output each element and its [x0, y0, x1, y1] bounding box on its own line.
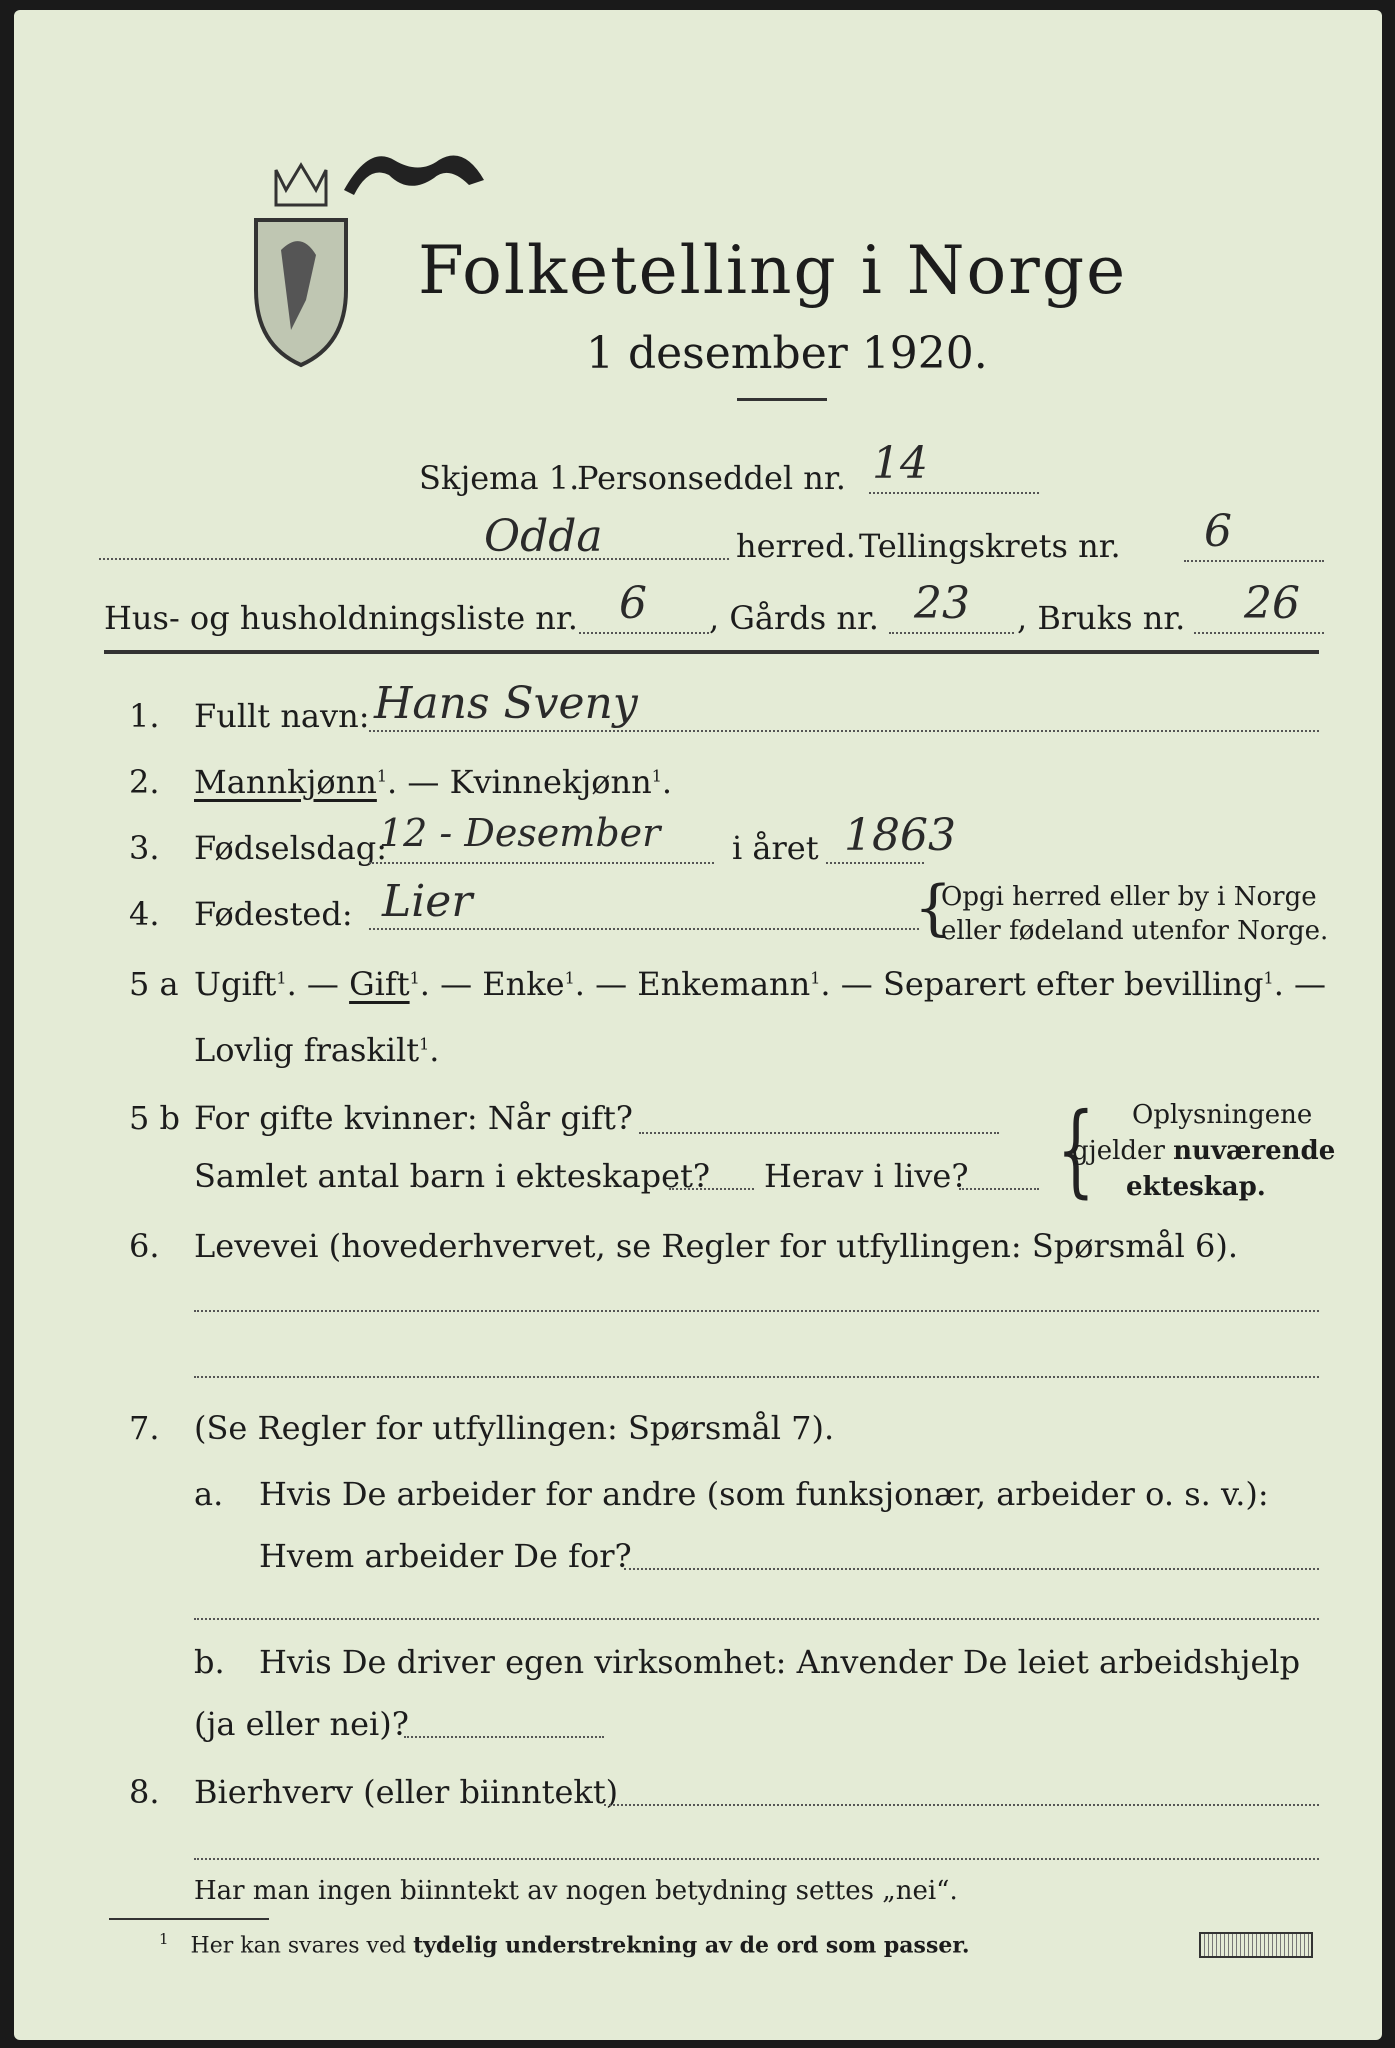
- bruks-value: 26: [1244, 578, 1300, 629]
- bruks-line: [1194, 632, 1324, 634]
- q5a-number: 5 a: [129, 965, 179, 1003]
- hired-help-line: [404, 1736, 604, 1738]
- printer-stamp: [1199, 1932, 1313, 1958]
- marital-ugift: Ugift: [194, 965, 277, 1003]
- q5b-brace: {: [1056, 1091, 1095, 1208]
- marital-fraskilt-line: Lovlig fraskilt$^1$.: [194, 1031, 440, 1069]
- employer-line-1: [624, 1568, 1319, 1570]
- marital-enke: Enke: [482, 965, 565, 1003]
- tellingskrets-label: Tellingskrets nr.: [859, 527, 1121, 565]
- gards-label: , Gårds nr.: [709, 599, 879, 637]
- bruks-label: , Bruks nr.: [1017, 599, 1186, 637]
- sex-female: Kvinnekjønn: [449, 763, 652, 801]
- full-name-line: [369, 730, 1319, 732]
- year-label: i året: [732, 829, 819, 867]
- side-income-line-1: [604, 1804, 1319, 1806]
- personseddel-label: Personseddel nr.: [577, 459, 846, 497]
- q5b-label-2: Samlet antal barn i ekteskapet?: [194, 1157, 711, 1195]
- q7b-number: b.: [194, 1643, 225, 1681]
- herred-line: [99, 558, 729, 560]
- birthday-line: [369, 862, 714, 864]
- marital-gift: Gift: [349, 965, 410, 1003]
- personseddel-line: [869, 492, 1039, 494]
- tellingskrets-value: 6: [1204, 506, 1232, 557]
- gards-line: [889, 632, 1014, 634]
- occupation-line-1: [194, 1310, 1319, 1312]
- q1-number: 1.: [129, 697, 160, 735]
- title-rule: [737, 398, 827, 401]
- q4-note-1: Opgi herred eller by i Norge: [941, 882, 1317, 912]
- hus-line: [579, 632, 709, 634]
- sex-sep: —: [397, 763, 450, 801]
- q4-brace: {: [914, 873, 953, 943]
- gards-value: 23: [914, 578, 970, 629]
- q7a-text: Hvis De arbeider for andre (som funksjonær, arbeider o. s. v.):: [259, 1475, 1269, 1513]
- ink-blot-icon: [339, 140, 489, 200]
- q3-label: Fødselsdag:: [194, 829, 388, 867]
- q8-label: Bierhverv (eller biinntekt): [194, 1773, 619, 1811]
- q7b-text: Hvis De driver egen virksomhet: Anvender De leiet arbeidshjelp: [259, 1643, 1301, 1681]
- census-form: [14, 10, 1382, 2040]
- q5b-note-3: ekteskap.: [1126, 1172, 1266, 1202]
- side-income-line-2: [194, 1858, 1319, 1860]
- full-name-value: Hans Sveny: [374, 678, 638, 729]
- q8-number: 8.: [129, 1773, 160, 1811]
- q8-note: Har man ingen biinntekt av nogen betydning settes „nei“.: [194, 1876, 958, 1906]
- census-date: 1 desember 1920.: [586, 328, 988, 379]
- married-when-line: [639, 1132, 999, 1134]
- herred-value: Odda: [484, 511, 603, 562]
- personseddel-value: 14: [872, 438, 928, 489]
- q7-label: (Se Regler for utfyllingen: Spørsmål 7).: [194, 1409, 835, 1447]
- sex-options: Mannkjønn$^1$. — Kvinnekjønn$^1$.: [194, 763, 673, 801]
- footnote-text: Her kan svares ved: [190, 1933, 414, 1959]
- employer-line-2: [194, 1618, 1319, 1620]
- marital-fraskilt: Lovlig fraskilt: [194, 1031, 420, 1069]
- q5b-note-2: gjelder nuværende: [1072, 1136, 1336, 1166]
- sex-male: Mannkjønn: [194, 763, 377, 801]
- marital-separert: Separert efter bevilling: [882, 965, 1264, 1003]
- q3-number: 3.: [129, 829, 160, 867]
- q4-number: 4.: [129, 895, 160, 933]
- alive-line: [959, 1188, 1039, 1190]
- q4-note-2: eller fødeland utenfor Norge.: [941, 916, 1329, 946]
- footnote-mark: 1: [159, 1930, 169, 1948]
- q1-label: Fullt navn:: [194, 697, 370, 735]
- marital-options: Ugift$^1$. — Gift$^1$. — Enke$^1$. — Enkemann$^1$. — Separert efter bevilling$^1$. —: [194, 965, 1327, 1003]
- schema-label: Skjema 1.: [419, 459, 580, 497]
- q2-number: 2.: [129, 763, 160, 801]
- footnote: [159, 1932, 970, 1957]
- q7-number: 7.: [129, 1409, 160, 1447]
- q7b-question: (ja eller nei)?: [194, 1705, 409, 1743]
- birthplace-line: [369, 928, 919, 930]
- q4-label: Fødested:: [194, 895, 353, 933]
- q6-number: 6.: [129, 1227, 160, 1265]
- children-line: [669, 1188, 754, 1190]
- hus-value: 6: [619, 578, 647, 629]
- q5b-note-1: Oplysningene: [1132, 1100, 1313, 1130]
- hus-label: Hus- og husholdningsliste nr.: [104, 599, 578, 637]
- q5b-number: 5 b: [129, 1099, 181, 1137]
- q5b-label-1: For gifte kvinner: Når gift?: [194, 1099, 633, 1137]
- occupation-line-2: [194, 1376, 1319, 1378]
- tellingskrets-line: [1184, 560, 1324, 562]
- q6-label: Levevei (hovederhvervet, se Regler for utfyllingen: Spørsmål 6).: [194, 1227, 1239, 1265]
- marital-enkemann: Enkemann: [637, 965, 811, 1003]
- form-title: Folketelling i Norge: [418, 232, 1128, 309]
- q7a-question: Hvem arbeider De for?: [259, 1537, 632, 1575]
- header-divider: [104, 650, 1319, 654]
- birth-year-line: [826, 862, 924, 864]
- footnote-rule: [109, 1918, 269, 1920]
- q5b-label-3: Herav i live?: [764, 1157, 969, 1195]
- herred-label: herred.: [736, 527, 856, 565]
- footnote-text-bold: tydelig understrekning av de ord som passer.: [413, 1932, 970, 1959]
- birthday-value: 12 - Desember: [379, 811, 661, 855]
- birthplace-value: Lier: [382, 876, 473, 927]
- q7a-number: a.: [194, 1475, 224, 1513]
- birth-year-value: 1863: [844, 810, 956, 861]
